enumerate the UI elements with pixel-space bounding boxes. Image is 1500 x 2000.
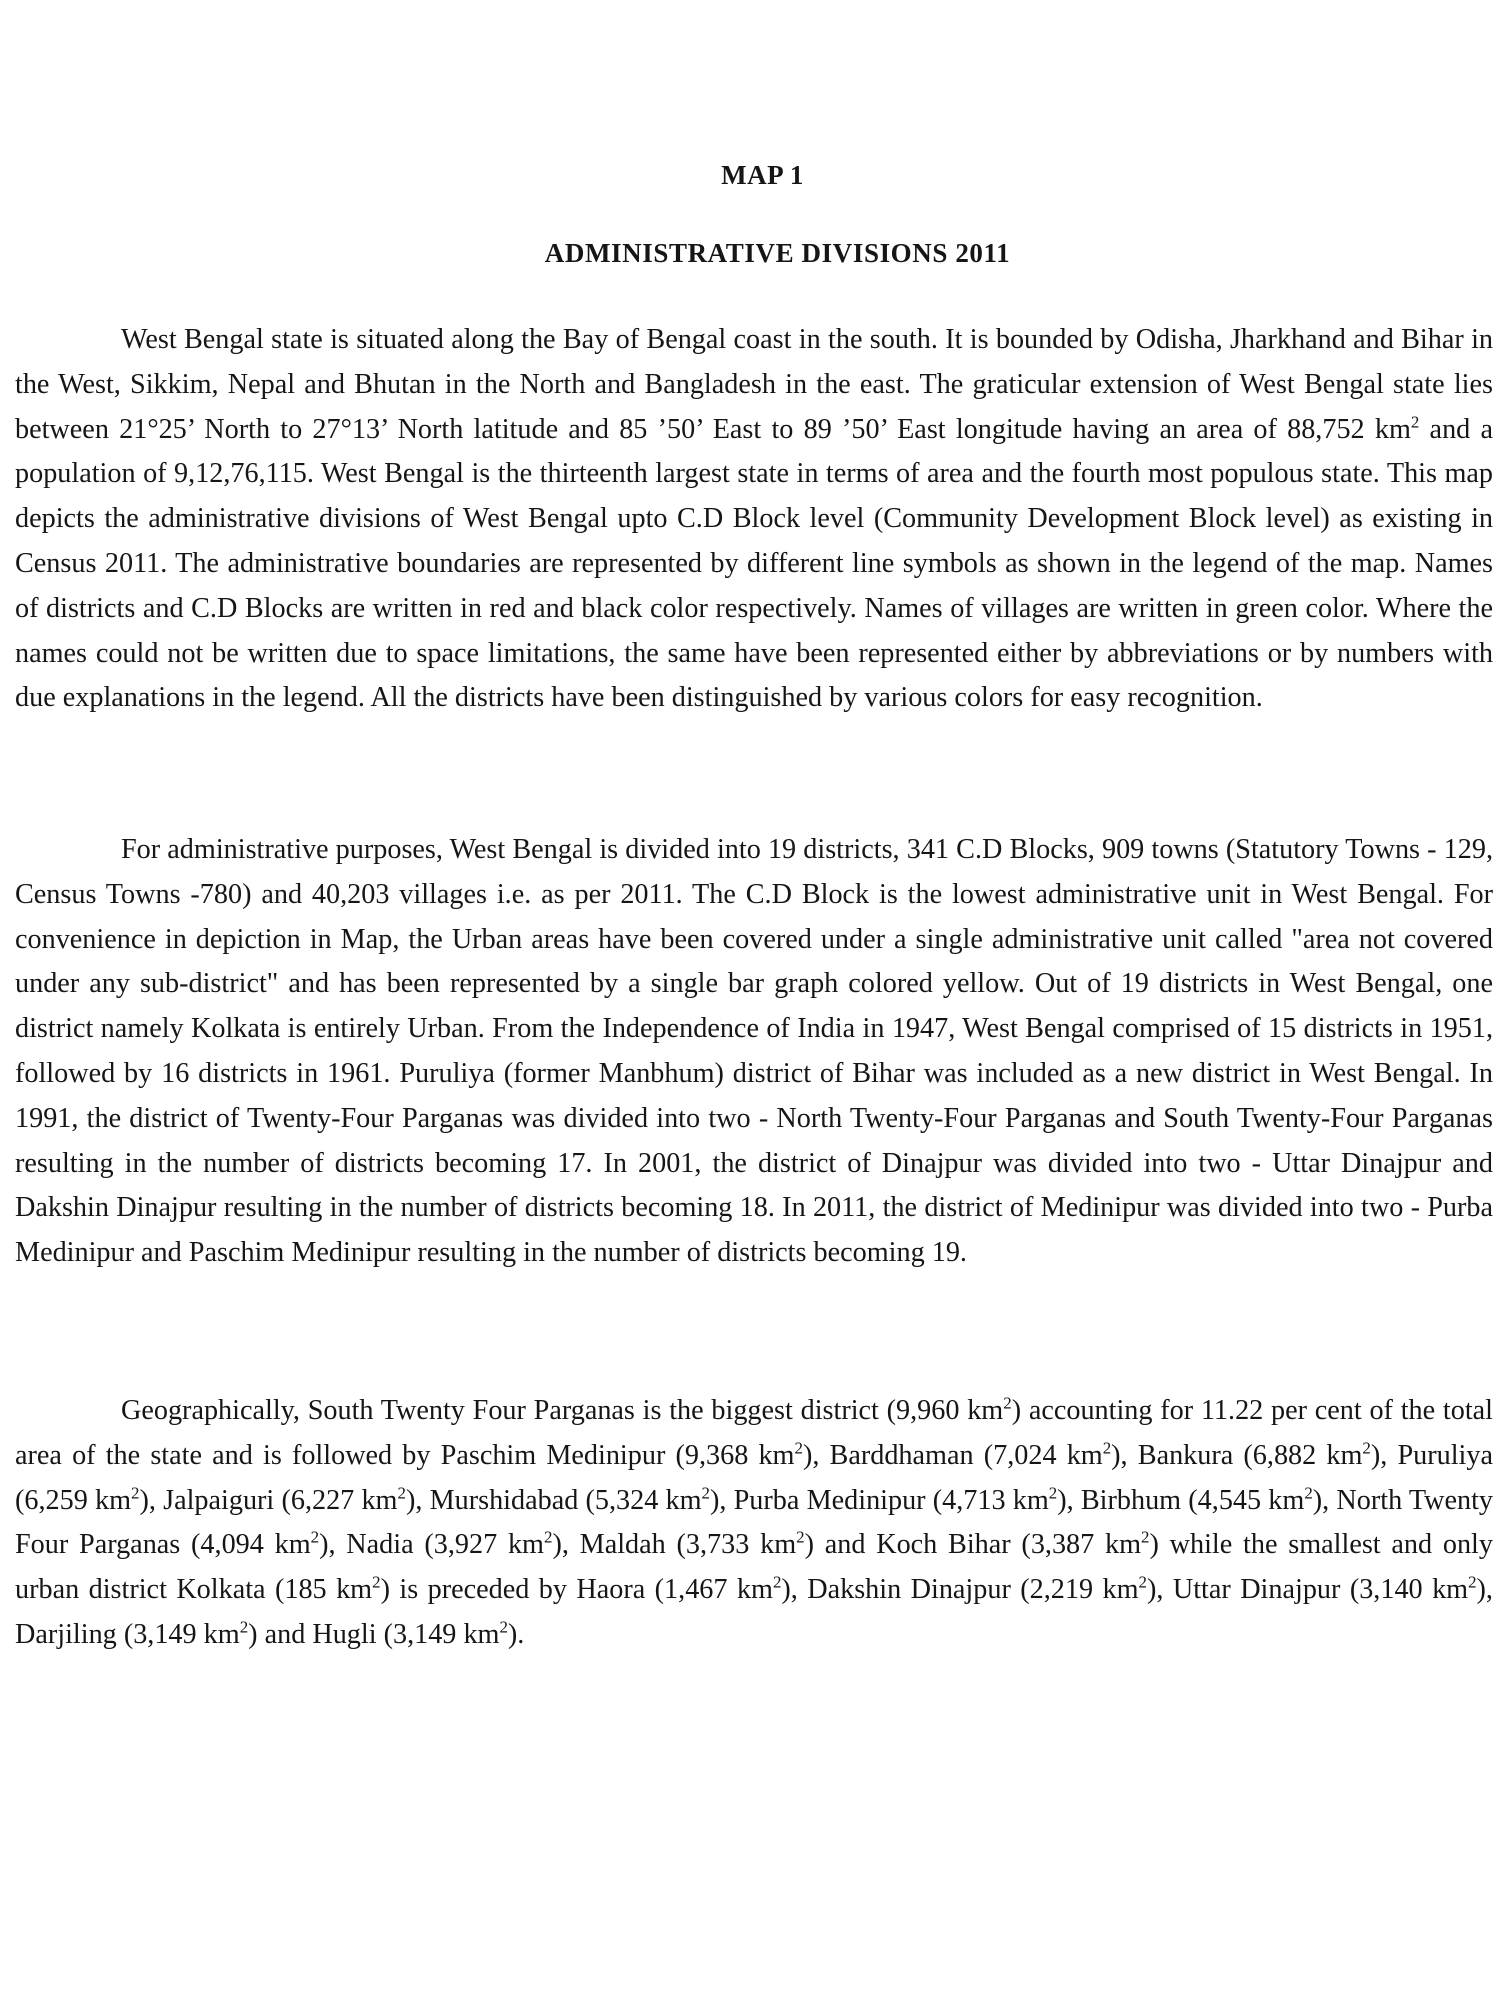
document-page	[10, 0, 1493, 2000]
page-title: ADMINISTRATIVE DIVISIONS 2011	[544, 238, 1011, 268]
map-number: MAP 1	[721, 160, 804, 190]
paragraph-location: West Bengal state is situated along the Bay of Bengal coast in the south. It is bounded by Odisha, Jharkhand and Bihar in the West, Sikkim, Nepal and Bhutan in the North and Bangladesh in the east. The graticular extension of West Bengal state lies between 21°25’ North to 27°13’ North latitude and 85 ’50’ East to 89 ’50’ East longitude having an area of 88,752 $km^2$ and a population of 9,12,76,115. West Bengal is the thirteenth largest state in terms of area and the fourth most populous state. This map depicts the administrative divisions of West Bengal upto C.D Block level (Community Development Block level) as existing in Census 2011. The administrative boundaries are represented by different line symbols as shown in the legend of the map. Names of districts and C.D Blocks are written in red and black color respectively. Names of villages are written in green color. Where the names could not be written due to space limitations, the same have been represented either by abbreviations or by numbers with due explanations in the legend. All the districts have been distinguished by various colors for easy recognition.	[15, 324, 1493, 714]
paragraph-administration: For administrative purposes, West Bengal is divided into 19 districts, 341 C.D Blocks, 909 towns (Statutory Towns - 129, Census Towns -780) and 40,203 villages i.e. as per 2011. The C.D Block is the lowest administrative unit in West Bengal. For convenience in depiction in Map, the Urban areas have been covered under a single administrative unit called "area not covered under any sub-district" and has been represented by a single bar graph colored yellow. Out of 19 districts in West Bengal, one district namely Kolkata is entirely Urban. From the Independence of India in 1947, West Bengal comprised of 15 districts in 1951, followed by 16 districts in 1961. Puruliya (former Manbhum) district of Bihar was included as a new district in West Bengal. In 1991, the district of Twenty-Four Parganas was divided into two - North Twenty-Four Parganas and South Twenty-Four Parganas resulting in the number of districts becoming 17. In 2001, the district of Dinajpur was divided into two - Uttar Dinajpur and Dakshin Dinajpur resulting in the number of districts becoming 18. In 2011, the district of Medinipur was divided into two - Purba Medinipur and Paschim Medinipur resulting in the number of districts becoming 19.	[15, 834, 1493, 1269]
paragraph-geography: Geographically, South Twenty Four Parganas is the biggest district (9,960 $km^2$) accounting for 11.22 per cent of the total area of the state and is followed by Paschim Medinipur (9,368 $km^2$), Barddhaman (7,024 $km^2$), Bankura (6,882 $km^2$), Puruliya (6,259 $km^2$), Jalpaiguri (6,227 $km^2$), Murshidabad (5,324 $km^2$), Purba Medinipur (4,713 $km^2$), Birbhum (4,545 $km^2$), North Twenty Four Parganas (4,094 $km^2$), Nadia (3,927 $km^2$), Maldah (3,733 $km^2$) and Koch Bihar (3,387 $km^2$) while the smallest and only urban district Kolkata (185 $km^2$) is preceded by Haora (1,467 $km^2$), Dakshin Dinajpur (2,219 $km^2$), Uttar Dinajpur (3,140 $km^2$), Darjiling (3,149 $km^2$) and Hugli (3,149 $km^2$).	[15, 1393, 1493, 1650]
